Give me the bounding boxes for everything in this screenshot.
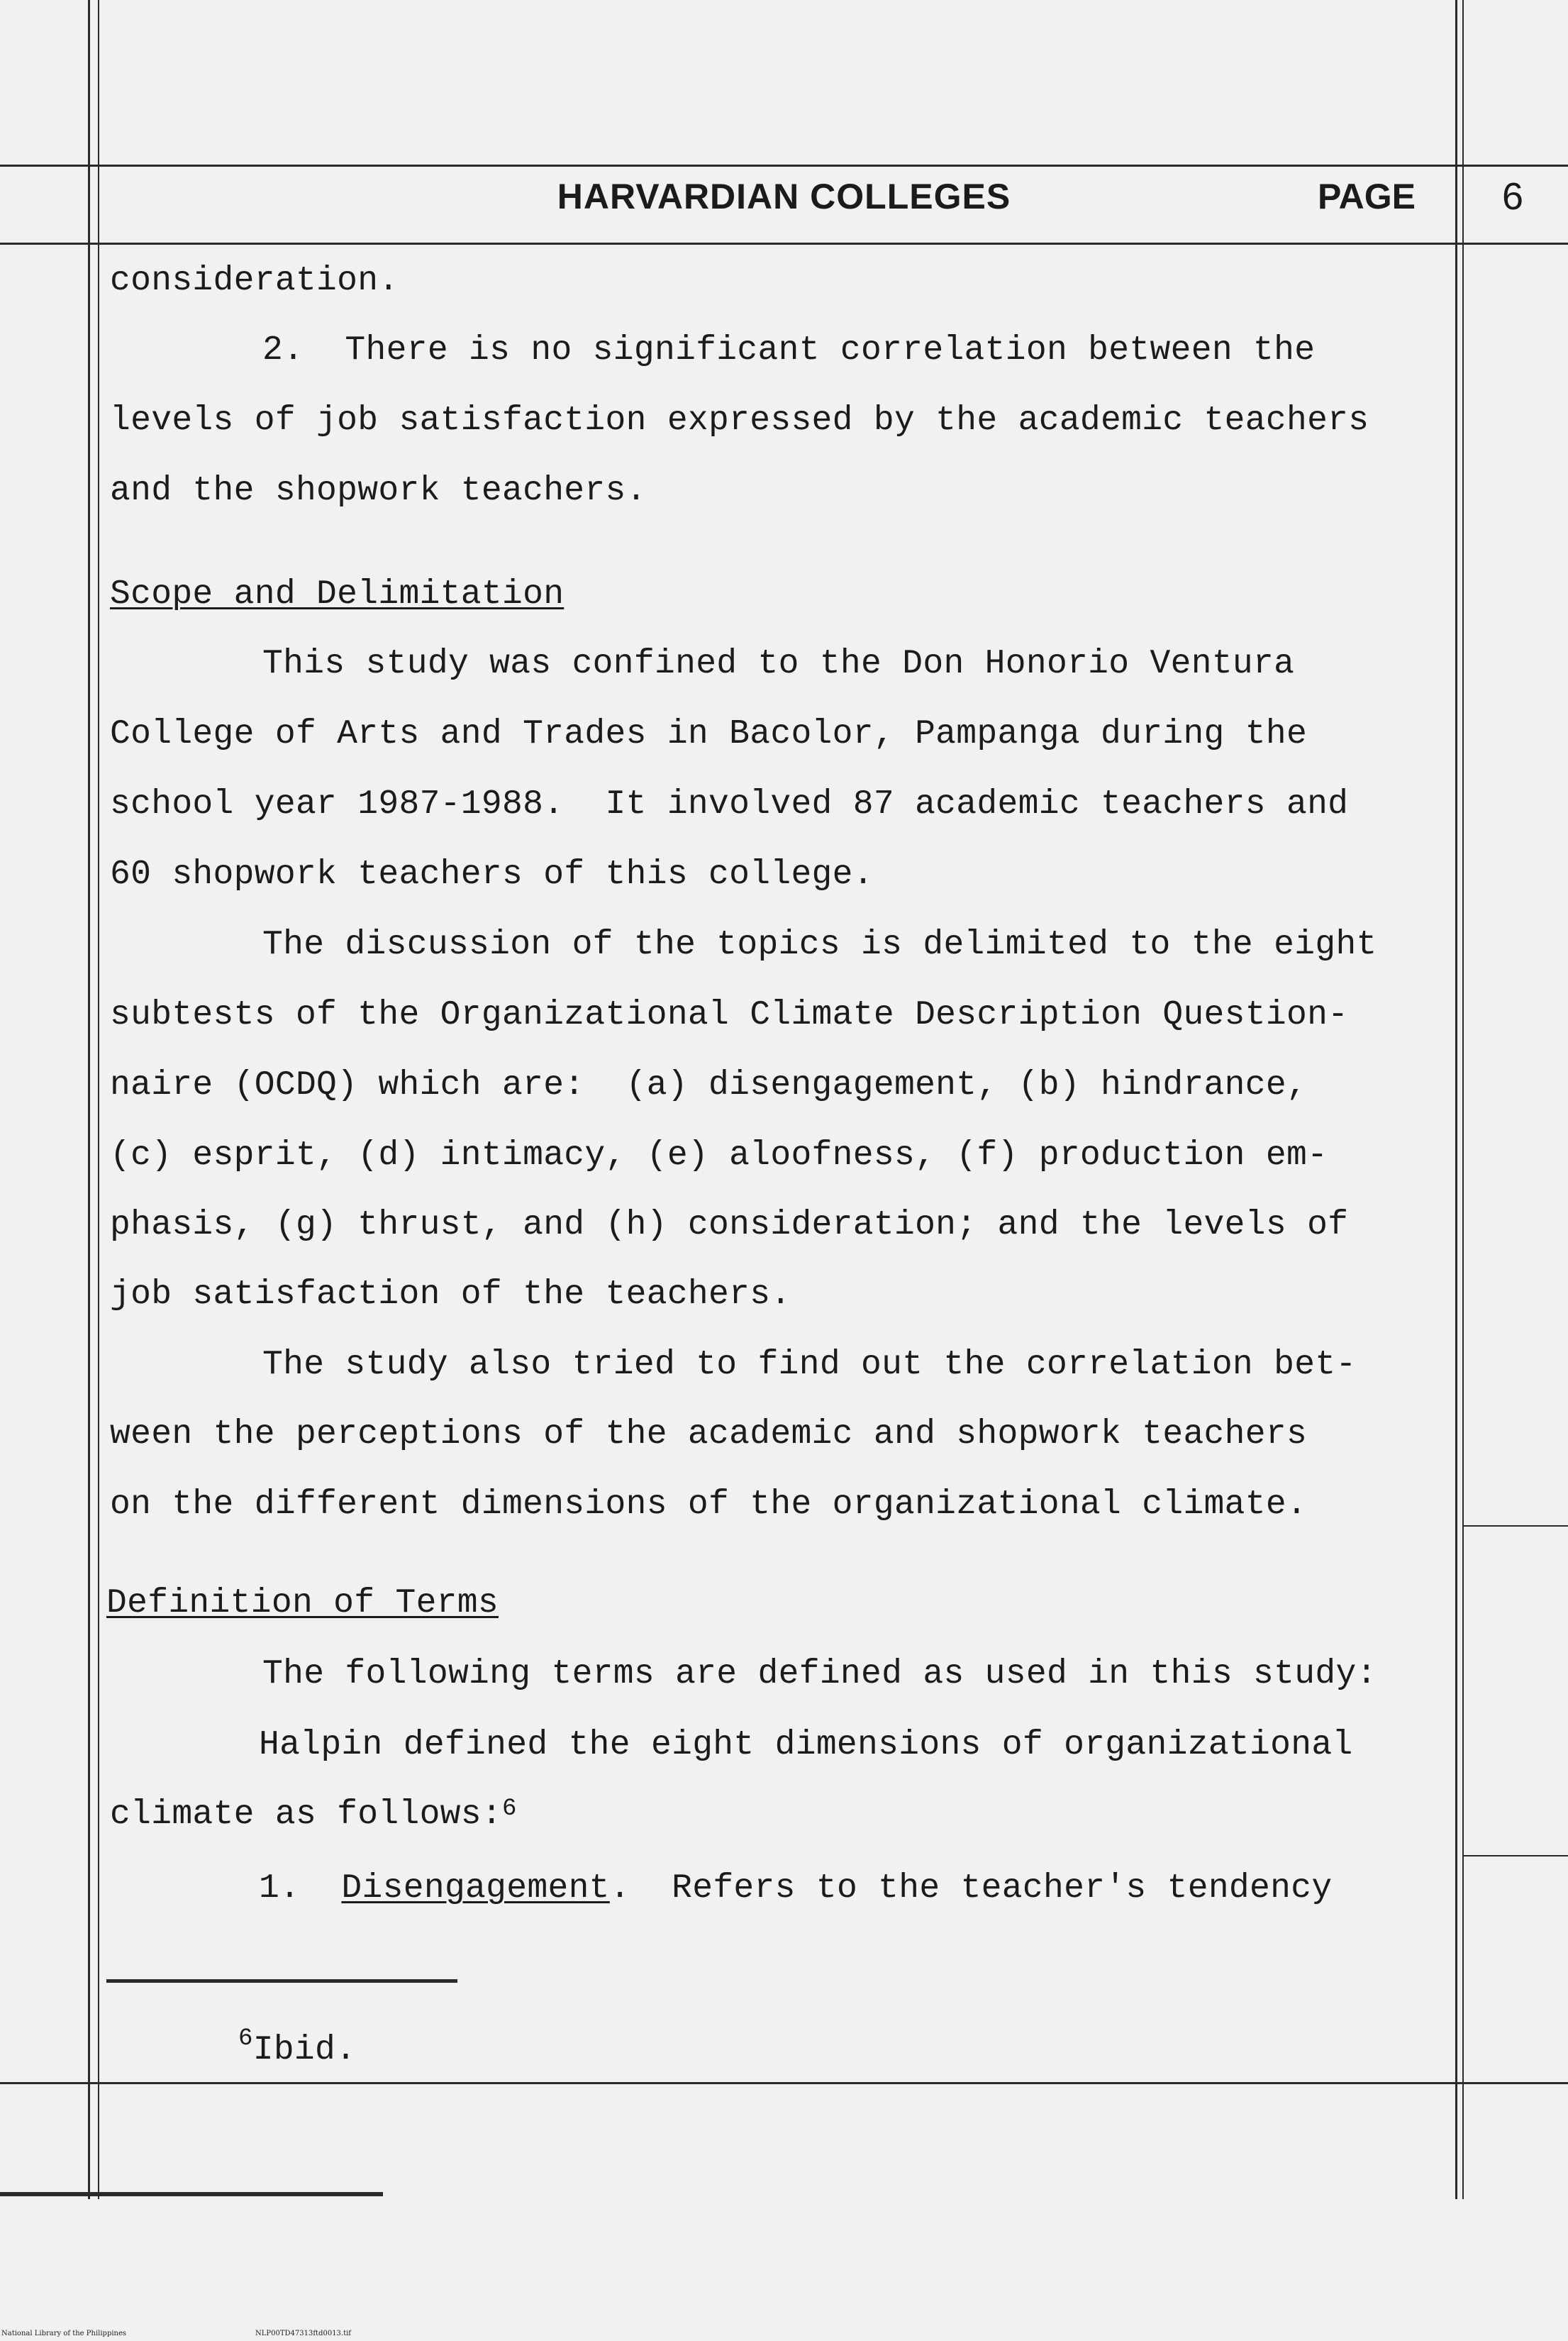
body-text: climate as follows:: [110, 1795, 502, 1834]
right-margin-line-inner: [1455, 0, 1457, 2199]
list-number: 1.: [259, 1869, 342, 1908]
body-line: College of Arts and Trades in Bacolor, Pampanga during the: [110, 715, 1308, 753]
header-bottom-rule: [0, 243, 1568, 245]
header-title: HARVARDIAN COLLEGES: [557, 177, 1011, 216]
file-name: NLP00TD47313ftd0013.tif: [255, 2330, 352, 2337]
body-line: consideration.: [110, 262, 399, 300]
term-disengagement: Disengagement: [341, 1869, 610, 1908]
body-line: The study also tried to find out the correlation bet-: [262, 1346, 1357, 1384]
left-margin-line-outer: [88, 0, 90, 2199]
body-line: The following terms are defined as used in this study:: [262, 1655, 1377, 1693]
header-top-rule: [0, 165, 1568, 167]
footnote-reference: 6: [502, 1795, 517, 1822]
right-margin-tick-2: [1462, 1855, 1568, 1856]
body-line: (c) esprit, (d) intimacy, (e) aloofness, (f) production em-: [110, 1136, 1328, 1175]
footnote-text: Ibid.: [252, 2031, 357, 2069]
body-line: school year 1987-1988. It involved 87 academic teachers and: [110, 785, 1349, 824]
body-line: and the shopwork teachers.: [110, 472, 647, 510]
body-line: 2. There is no significant correlation between the: [262, 331, 1316, 370]
body-line: naire (OCDQ) which are: (a) disengagement, (b) hindrance,: [110, 1066, 1308, 1105]
right-margin-tick-1: [1462, 1525, 1568, 1527]
footnote-separator: [106, 1979, 457, 1983]
body-line: Halpin defined the eight dimensions of organizational: [259, 1726, 1353, 1764]
right-margin-line-outer: [1462, 0, 1464, 2199]
body-line: [110, 1793, 517, 1836]
library-credit: National Library of the Philippines: [1, 2330, 127, 2337]
body-line: This study was confined to the Don Honorio Ventura: [262, 645, 1295, 683]
body-line: ween the perceptions of the academic and shopwork teachers: [110, 1415, 1308, 1454]
body-line: job satisfaction of the teachers.: [110, 1275, 791, 1314]
body-text: . Refers to the teacher's tendency: [609, 1869, 1333, 1908]
definition-heading: Definition of Terms: [106, 1584, 499, 1622]
footnote-marker: 6: [238, 2025, 253, 2052]
page-number: 6: [1502, 175, 1524, 218]
body-line: subtests of the Organizational Climate Description Question-: [110, 996, 1349, 1034]
body-line: [259, 1867, 1332, 1910]
footnote: [238, 2025, 357, 2071]
body-line: on the different dimensions of the organizational climate.: [110, 1485, 1308, 1524]
body-line: levels of job satisfaction expressed by the academic teachers: [110, 402, 1369, 440]
footer-rule: [0, 2082, 1568, 2084]
left-margin-line-inner: [98, 0, 99, 2199]
header-page-label: PAGE: [1318, 177, 1416, 216]
body-line: The discussion of the topics is delimited to the eight: [262, 926, 1377, 964]
body-line: 60 shopwork teachers of this college.: [110, 856, 874, 894]
body-line: phasis, (g) thrust, and (h) consideration; and the levels of: [110, 1206, 1349, 1244]
scope-heading: Scope and Delimitation: [110, 575, 565, 614]
bottom-left-bar: [0, 2192, 383, 2196]
